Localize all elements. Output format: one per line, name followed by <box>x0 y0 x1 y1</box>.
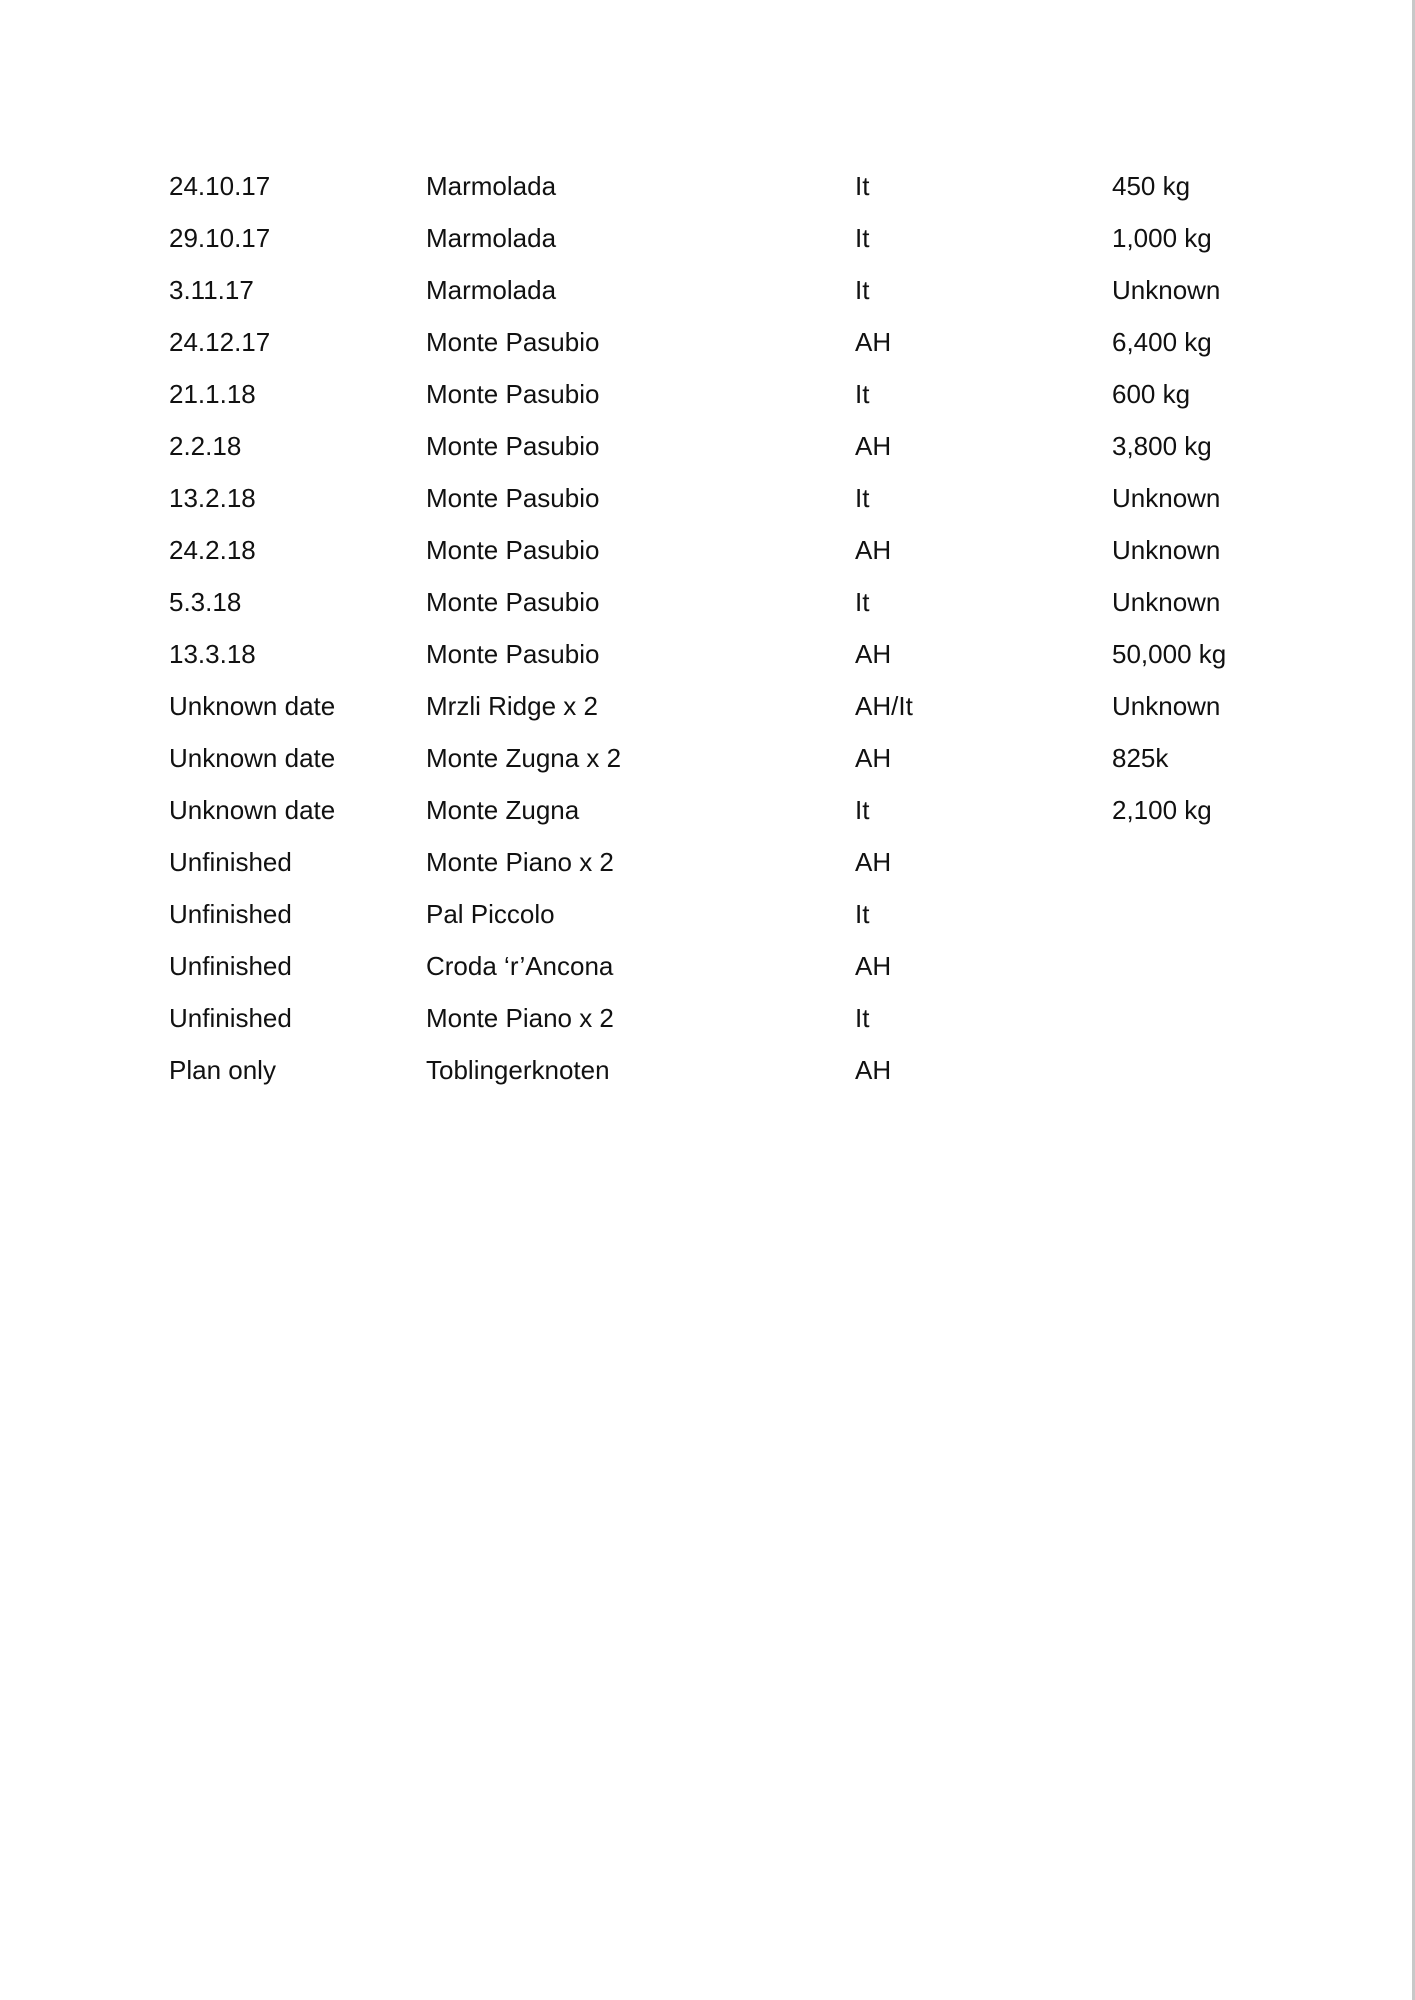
date-cell: 2.2.18 <box>169 431 242 461</box>
table-row <box>169 992 1269 1044</box>
location-cell: Monte Pasubio <box>426 639 600 669</box>
side-cell: AH <box>855 639 892 669</box>
table-row <box>169 368 1269 420</box>
table-row <box>169 784 1269 836</box>
date-cell: Unknown date <box>169 795 336 825</box>
charge-cell: Unknown <box>1112 483 1221 513</box>
location-cell: Monte Zugna x 2 <box>426 743 622 773</box>
date-cell: Unknown date <box>169 743 336 773</box>
side-cell: It <box>855 1003 870 1033</box>
side-cell: It <box>855 171 870 201</box>
table-row <box>169 732 1269 784</box>
table-row <box>169 212 1269 264</box>
table-row <box>169 836 1269 888</box>
charge-cell: 600 kg <box>1112 379 1191 409</box>
location-cell: Marmolada <box>426 275 557 305</box>
location-cell: Marmolada <box>426 171 557 201</box>
date-cell: Unfinished <box>169 1003 292 1033</box>
table-row <box>169 472 1269 524</box>
location-cell: Monte Pasubio <box>426 483 600 513</box>
table-row <box>169 524 1269 576</box>
table-row <box>169 1044 1269 1096</box>
side-cell: It <box>855 275 870 305</box>
table-row <box>169 940 1269 992</box>
date-cell: Unknown date <box>169 691 336 721</box>
side-cell: It <box>855 379 870 409</box>
side-cell: AH/It <box>855 691 913 721</box>
side-cell: AH <box>855 535 892 565</box>
side-cell: It <box>855 795 870 825</box>
date-cell: 3.11.17 <box>169 275 254 305</box>
table-row <box>169 160 1269 212</box>
mine-table <box>169 160 1269 1096</box>
charge-cell: 825k <box>1112 743 1169 773</box>
table-row <box>169 628 1269 680</box>
date-cell: Plan only <box>169 1055 276 1085</box>
table-row <box>169 316 1269 368</box>
charge-cell: 6,400 kg <box>1112 327 1212 357</box>
charge-cell: 1,000 kg <box>1112 223 1212 253</box>
location-cell: Pal Piccolo <box>426 899 555 929</box>
table-row <box>169 680 1269 732</box>
date-cell: Unfinished <box>169 951 292 981</box>
location-cell: Monte Pasubio <box>426 379 600 409</box>
side-cell: It <box>855 483 870 513</box>
table-row <box>169 888 1269 940</box>
location-cell: Croda ‘r’Ancona <box>426 951 614 981</box>
charge-cell: 2,100 kg <box>1112 795 1212 825</box>
location-cell: Monte Pasubio <box>426 327 600 357</box>
side-cell: AH <box>855 743 892 773</box>
date-cell: 13.3.18 <box>169 639 256 669</box>
location-cell: Monte Pasubio <box>426 535 600 565</box>
date-cell: Unfinished <box>169 847 292 877</box>
side-cell: It <box>855 899 870 929</box>
side-cell: AH <box>855 327 892 357</box>
side-cell: AH <box>855 1055 892 1085</box>
date-cell: 24.12.17 <box>169 327 271 357</box>
charge-cell: Unknown <box>1112 587 1221 617</box>
charge-cell: Unknown <box>1112 275 1221 305</box>
date-cell: 24.2.18 <box>169 535 256 565</box>
date-cell: Unfinished <box>169 899 292 929</box>
side-cell: It <box>855 223 870 253</box>
charge-cell: Unknown <box>1112 535 1221 565</box>
side-cell: AH <box>855 431 892 461</box>
location-cell: Monte Zugna <box>426 795 580 825</box>
table-row <box>169 576 1269 628</box>
date-cell: 5.3.18 <box>169 587 242 617</box>
charge-cell: 50,000 kg <box>1112 639 1227 669</box>
charge-cell: 450 kg <box>1112 171 1191 201</box>
charge-cell: Unknown <box>1112 691 1221 721</box>
table-row <box>169 264 1269 316</box>
side-cell: AH <box>855 951 892 981</box>
location-cell: Monte Pasubio <box>426 587 600 617</box>
location-cell: Monte Piano x 2 <box>426 847 614 877</box>
charge-cell: 3,800 kg <box>1112 431 1212 461</box>
date-cell: 24.10.17 <box>169 171 271 201</box>
location-cell: Mrzli Ridge x 2 <box>426 691 598 721</box>
side-cell: AH <box>855 847 892 877</box>
date-cell: 21.1.18 <box>169 379 256 409</box>
location-cell: Monte Pasubio <box>426 431 600 461</box>
date-cell: 13.2.18 <box>169 483 256 513</box>
date-cell: 29.10.17 <box>169 223 271 253</box>
table-row <box>169 420 1269 472</box>
side-cell: It <box>855 587 870 617</box>
location-cell: Marmolada <box>426 223 557 253</box>
location-cell: Monte Piano x 2 <box>426 1003 614 1033</box>
location-cell: Toblingerknoten <box>426 1055 610 1085</box>
